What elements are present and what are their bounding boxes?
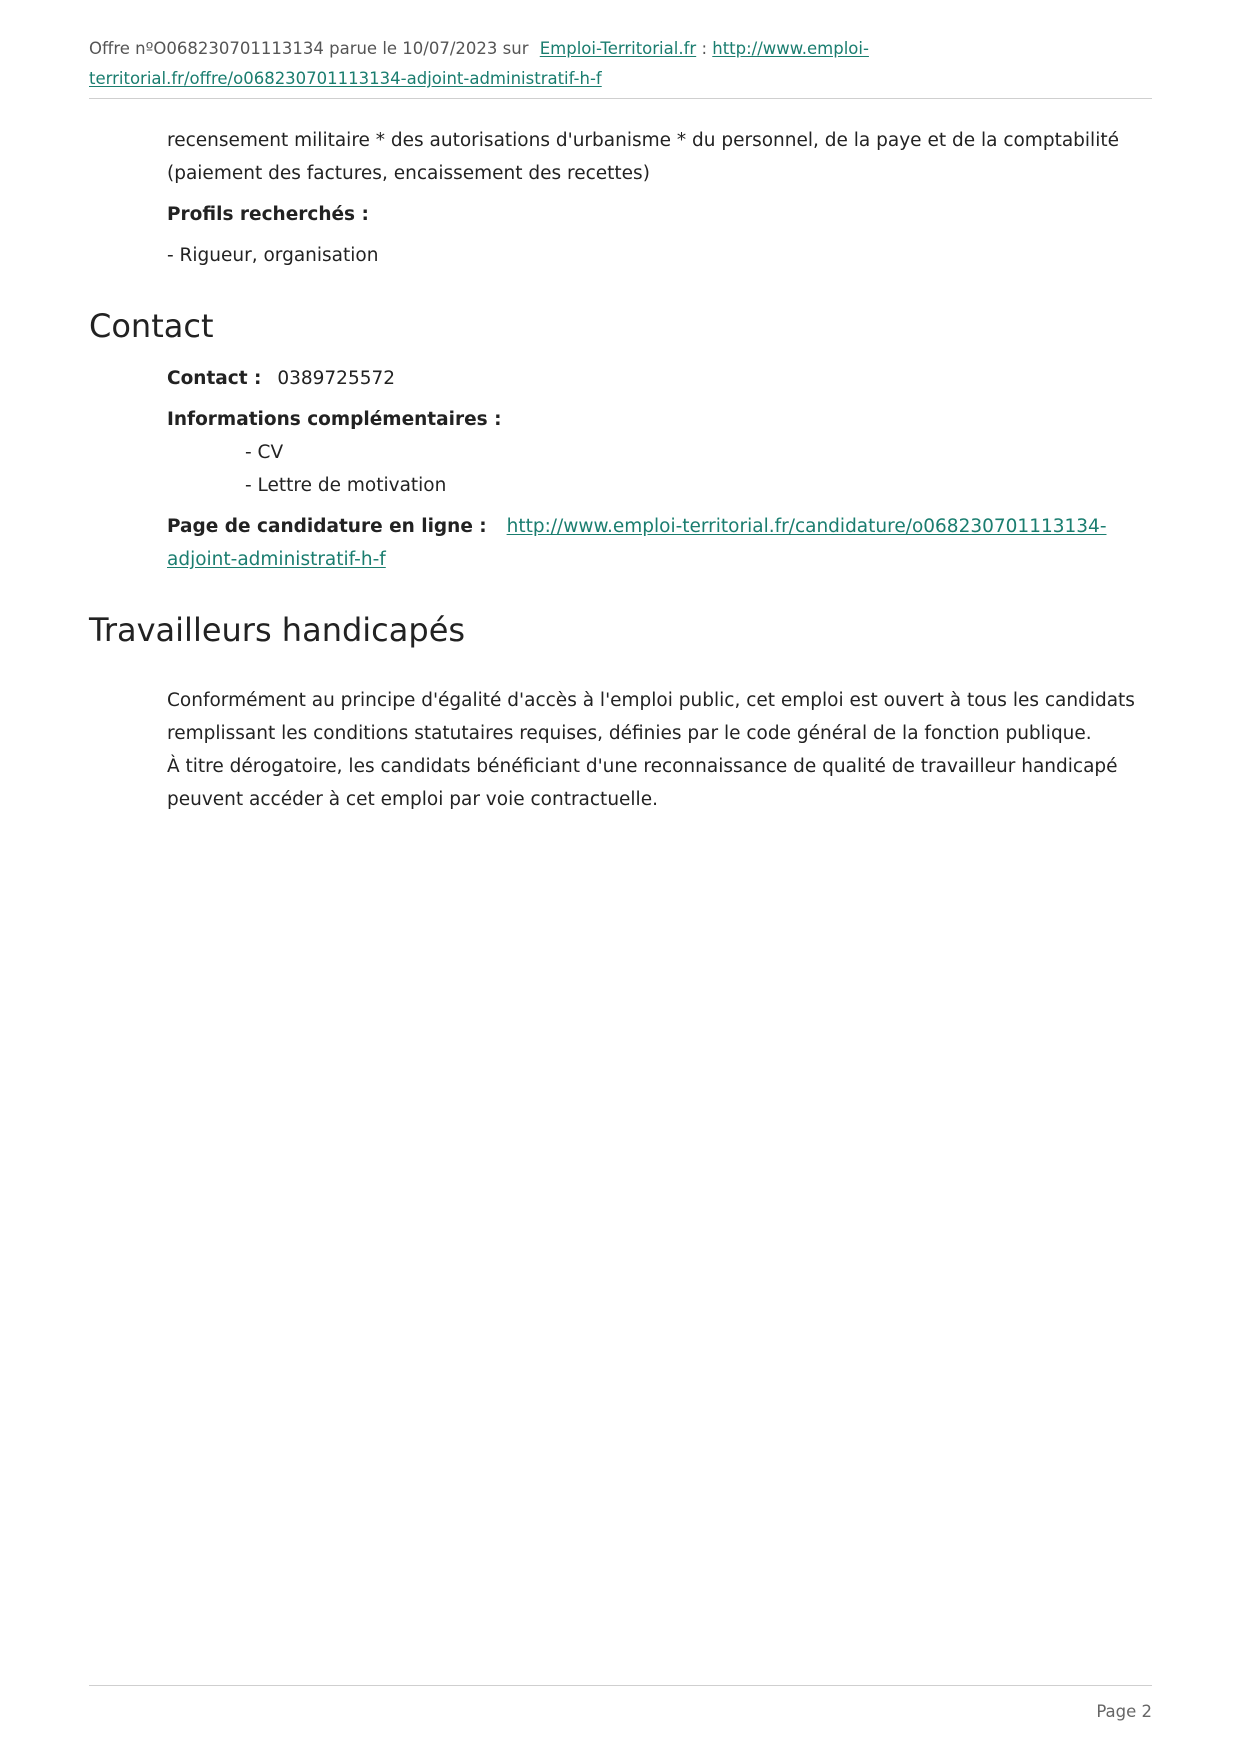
- header-separator: :: [701, 39, 707, 58]
- document-body: [89, 124, 1152, 816]
- info-item-letter: - Lettre de motivation: [245, 475, 447, 496]
- missions-continued-text: recensement militaire * des autorisations d'urbanisme * du personnel, de la paye et de la comptabilité (paiement des factures, encaissement des recettes): [167, 130, 1119, 184]
- footer-divider: [89, 1685, 1152, 1686]
- online-application-label: Page de candidature en ligne :: [167, 516, 487, 537]
- page-number: Page 2: [1096, 1702, 1152, 1721]
- handicap-paragraph-1: Conformément au principe d'égalité d'accès à l'emploi public, cet emploi est ouvert à tous les candidats remplissant les conditions statutaires requises, définies par le code général de la fonction publique.: [167, 690, 1135, 744]
- info-item-cv: - CV: [245, 442, 284, 463]
- profiles-label: Profils recherchés :: [167, 204, 369, 225]
- contact-heading: Contact: [89, 307, 214, 345]
- online-application-link[interactable]: http://www.emploi-territorial.fr/candidature/o068230701113134-adjoint-administratif-h-f: [167, 516, 1107, 570]
- page-header: [89, 34, 1152, 94]
- handicap-paragraph-2: À titre dérogatoire, les candidats bénéficiant d'une reconnaissance de qualité de travailleur handicapé peuvent accéder à cet emploi par voie contractuelle.: [167, 756, 1118, 810]
- header-offer-text: Offre nºO068230701113134 parue le 10/07/2023 sur: [89, 39, 529, 58]
- contact-row: [167, 362, 1152, 395]
- online-application-row: [167, 510, 1152, 576]
- info-list: [245, 436, 1152, 502]
- profiles-value: - Rigueur, organisation: [167, 245, 379, 266]
- emploi-territorial-link[interactable]: Emploi-Territorial.fr: [539, 39, 697, 58]
- offer-url-link[interactable]: http://www.emploi-territorial.fr/offre/o068230701113134-adjoint-administratif-h-f: [89, 39, 869, 88]
- header-divider: [89, 98, 1152, 99]
- contact-label: Contact :: [167, 368, 262, 389]
- contact-phone: 0389725572: [277, 368, 396, 389]
- info-label: Informations complémentaires :: [167, 409, 502, 430]
- handicap-heading: Travailleurs handicapés: [89, 611, 466, 649]
